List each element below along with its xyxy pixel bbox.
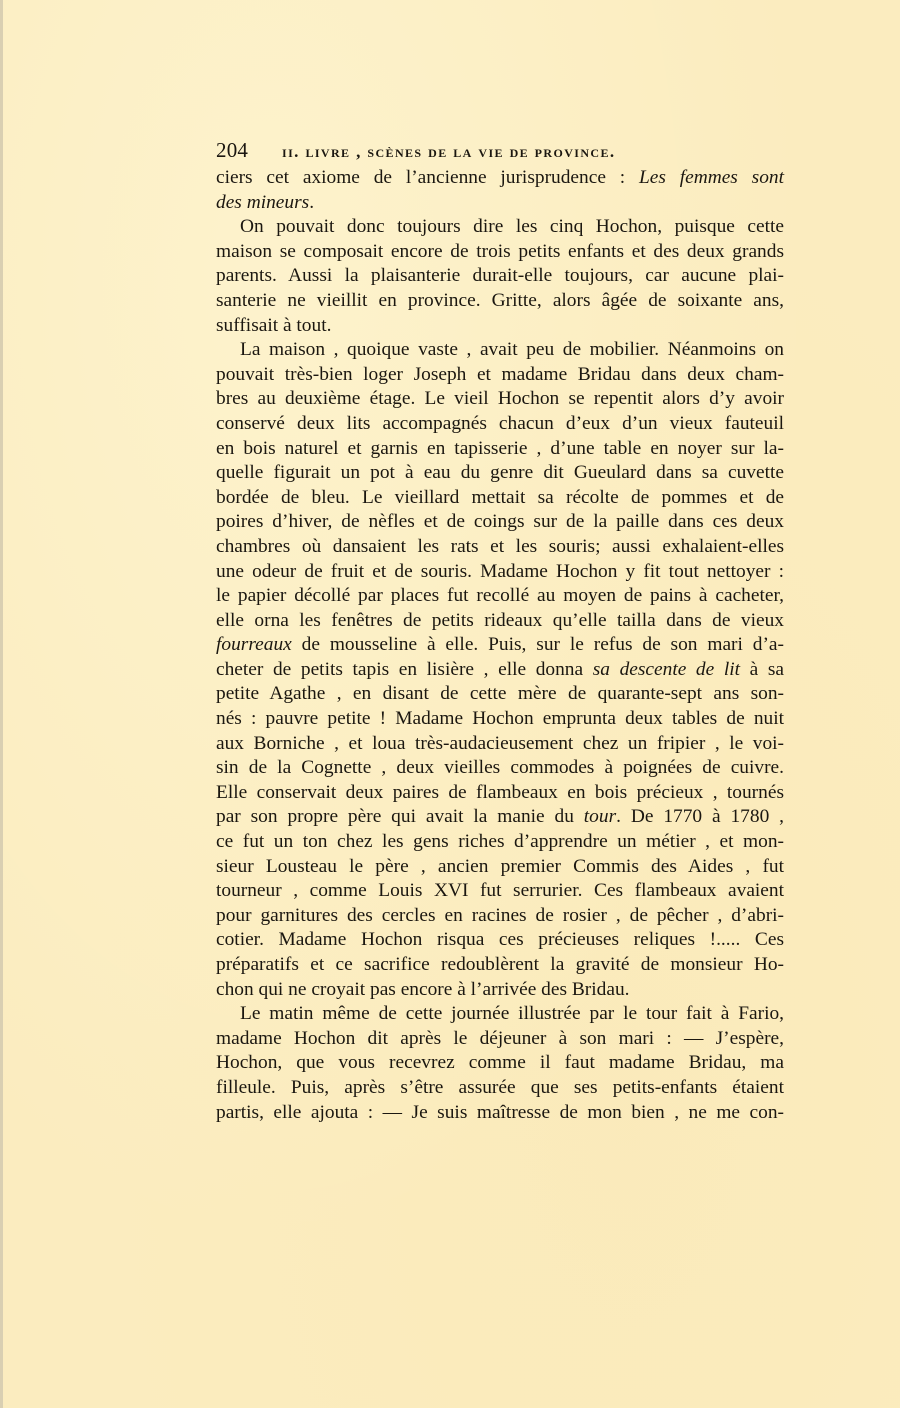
text-segment: nés : pauvre petite ! Madame Hochon emprunta deux tables de nuit	[216, 708, 784, 730]
text-line	[216, 1076, 784, 1101]
text-segment: . De 1770 à 1780 ,	[616, 806, 784, 828]
italic-text: sa descente de lit	[592, 658, 741, 680]
italic-text: Les femmes sont	[638, 167, 784, 188]
text-segment: chambres où dansaient les rats et les souris; aussi exhalaient-elles	[216, 535, 784, 557]
text-segment: de mousseline à elle. Puis, sur le refus de son mari d’a-	[291, 634, 784, 656]
book-page	[216, 138, 784, 1125]
text-segment: suffisait à tout.	[216, 314, 332, 336]
text-segment: maison se composait encore de trois petits enfants et des deux grands	[216, 240, 784, 262]
scan-left-edge	[0, 0, 3, 1408]
page-number: 204	[216, 138, 249, 162]
text-segment: La maison , quoique vaste , avait peu de mobilier. Néanmoins on	[240, 339, 784, 361]
text-line	[216, 166, 784, 191]
text-segment: sieur Lousteau le père , ancien premier Commis des Aides , fut	[216, 855, 784, 877]
text-line	[216, 338, 784, 363]
text-line	[216, 387, 784, 412]
paragraph	[216, 1002, 784, 1125]
text-segment: petite Agathe , en disant de cette mère de quarante-sept ans son-	[216, 683, 784, 705]
text-segment: Le matin même de cette journée illustrée par le tour fait à Fario,	[240, 1003, 784, 1025]
text-segment: préparatifs et ce sacrifice redoublèrent la gravité de monsieur Ho-	[216, 954, 784, 975]
text-line	[216, 191, 784, 216]
text-segment: filleule. Puis, après s’être assurée que ses petits-enfants étaient	[216, 1076, 784, 1098]
text-segment: partis, elle ajouta : — Je suis maîtresse de mon bien , ne me con-	[216, 1101, 784, 1123]
text-segment: parents. Aussi la plaisanterie durait-elle toujours, car aucune plai-	[216, 265, 784, 287]
text-segment: madame Hochon dit après le déjeuner à son mari : — J’espère,	[216, 1027, 784, 1049]
text-segment: santerie ne vieillit en province. Gritte, alors âgée de soixante ans,	[216, 289, 784, 311]
running-title: ii. livre , scènes de la vie de province.	[282, 142, 616, 161]
text-line	[216, 756, 784, 781]
text-line	[216, 904, 784, 929]
text-segment: poires d’hiver, de nèfles et de coings sur de la paille dans ces deux	[216, 511, 784, 533]
body-text	[216, 166, 784, 1125]
text-line	[216, 486, 784, 511]
text-segment: le papier décollé par places fut recollé au moyen de pains à cacheter,	[216, 585, 784, 607]
text-line	[216, 855, 784, 880]
text-line	[216, 781, 784, 806]
text-segment: elle orna les fenêtres de petits rideaux qu’elle tailla dans de vieux	[216, 609, 784, 631]
text-line	[216, 879, 784, 904]
text-segment: Hochon, que vous recevrez comme il faut madame Bridau, ma	[216, 1052, 784, 1074]
text-line	[216, 1002, 784, 1027]
text-line	[216, 289, 784, 314]
text-line	[216, 978, 784, 1003]
text-segment: On pouvait donc toujours dire les cinq Hochon, puisque cette	[240, 216, 784, 238]
text-line	[216, 830, 784, 855]
text-line	[216, 928, 784, 953]
text-segment: en bois naturel et garnis en tapisserie , d’une table en noyer sur la-	[216, 437, 784, 459]
text-segment: pour garnitures des cercles en racines de rosier , de pêcher , d’abri-	[216, 904, 784, 926]
text-line	[216, 682, 784, 707]
text-segment: sin de la Cognette , deux vieilles commodes à poignées de cuivre.	[216, 757, 784, 779]
text-line	[216, 535, 784, 560]
text-line	[216, 633, 784, 658]
text-segment: par son propre père qui avait la manie du	[216, 806, 584, 828]
italic-text: tour	[583, 806, 617, 828]
italic-text: fourreaux	[216, 634, 292, 656]
text-line	[216, 437, 784, 462]
text-line	[216, 510, 784, 535]
paragraph	[216, 215, 784, 338]
text-segment: bres au deuxième étage. Le vieil Hochon se repentit alors d’y avoir	[216, 388, 784, 410]
text-line	[216, 363, 784, 388]
text-line	[216, 461, 784, 486]
text-line	[216, 560, 784, 585]
text-line	[216, 584, 784, 609]
text-line	[216, 412, 784, 437]
italic-text: des mineurs	[216, 191, 310, 213]
text-segment: à sa	[740, 658, 784, 680]
text-segment: cotier. Madame Hochon risqua ces précieuses reliques !..... Ces	[216, 929, 784, 951]
text-segment: cheter de petits tapis en lisière , elle donna	[216, 658, 593, 680]
text-segment: quelle figurait un pot à eau du genre dit Gueulard dans sa cuvette	[216, 462, 784, 484]
text-segment: Elle conservait deux paires de flambeaux en bois précieux , tournés	[216, 781, 784, 803]
text-line	[216, 732, 784, 757]
text-line	[216, 953, 784, 978]
text-segment: tourneur , comme Louis XVI fut serrurier. Ces flambeaux avaient	[216, 880, 784, 902]
text-line	[216, 240, 784, 265]
text-line	[216, 609, 784, 634]
text-segment: chon qui ne croyait pas encore à l’arrivée des Bridau.	[216, 978, 630, 1000]
paragraph	[216, 166, 784, 215]
text-line	[216, 314, 784, 339]
text-line	[216, 1051, 784, 1076]
text-line	[216, 1027, 784, 1052]
text-segment: une odeur de fruit et de souris. Madame Hochon y fit tout nettoyer :	[216, 560, 784, 582]
text-segment: conservé deux lits accompagnés chacun d’eux d’un vieux fauteuil	[216, 412, 784, 434]
text-segment: aux Borniche , et loua très-audacieusement chez un fripier , le voi-	[216, 732, 784, 754]
text-segment: ciers cet axiome de l’ancienne jurisprudence :	[216, 167, 639, 188]
running-head	[216, 138, 784, 166]
text-line	[216, 215, 784, 240]
text-line	[216, 707, 784, 732]
text-segment: .	[309, 191, 315, 213]
text-line	[216, 658, 784, 683]
text-line	[216, 1101, 784, 1126]
text-line	[216, 805, 784, 830]
text-segment: ce fut un ton chez les gens riches d’apprendre un métier , et mon-	[216, 831, 784, 853]
paragraph	[216, 338, 784, 1002]
text-line	[216, 264, 784, 289]
text-segment: bordée de bleu. Le vieillard mettait sa récolte de pommes et de	[216, 486, 784, 508]
text-segment: pouvait très-bien loger Joseph et madame Bridau dans deux cham-	[216, 363, 784, 385]
